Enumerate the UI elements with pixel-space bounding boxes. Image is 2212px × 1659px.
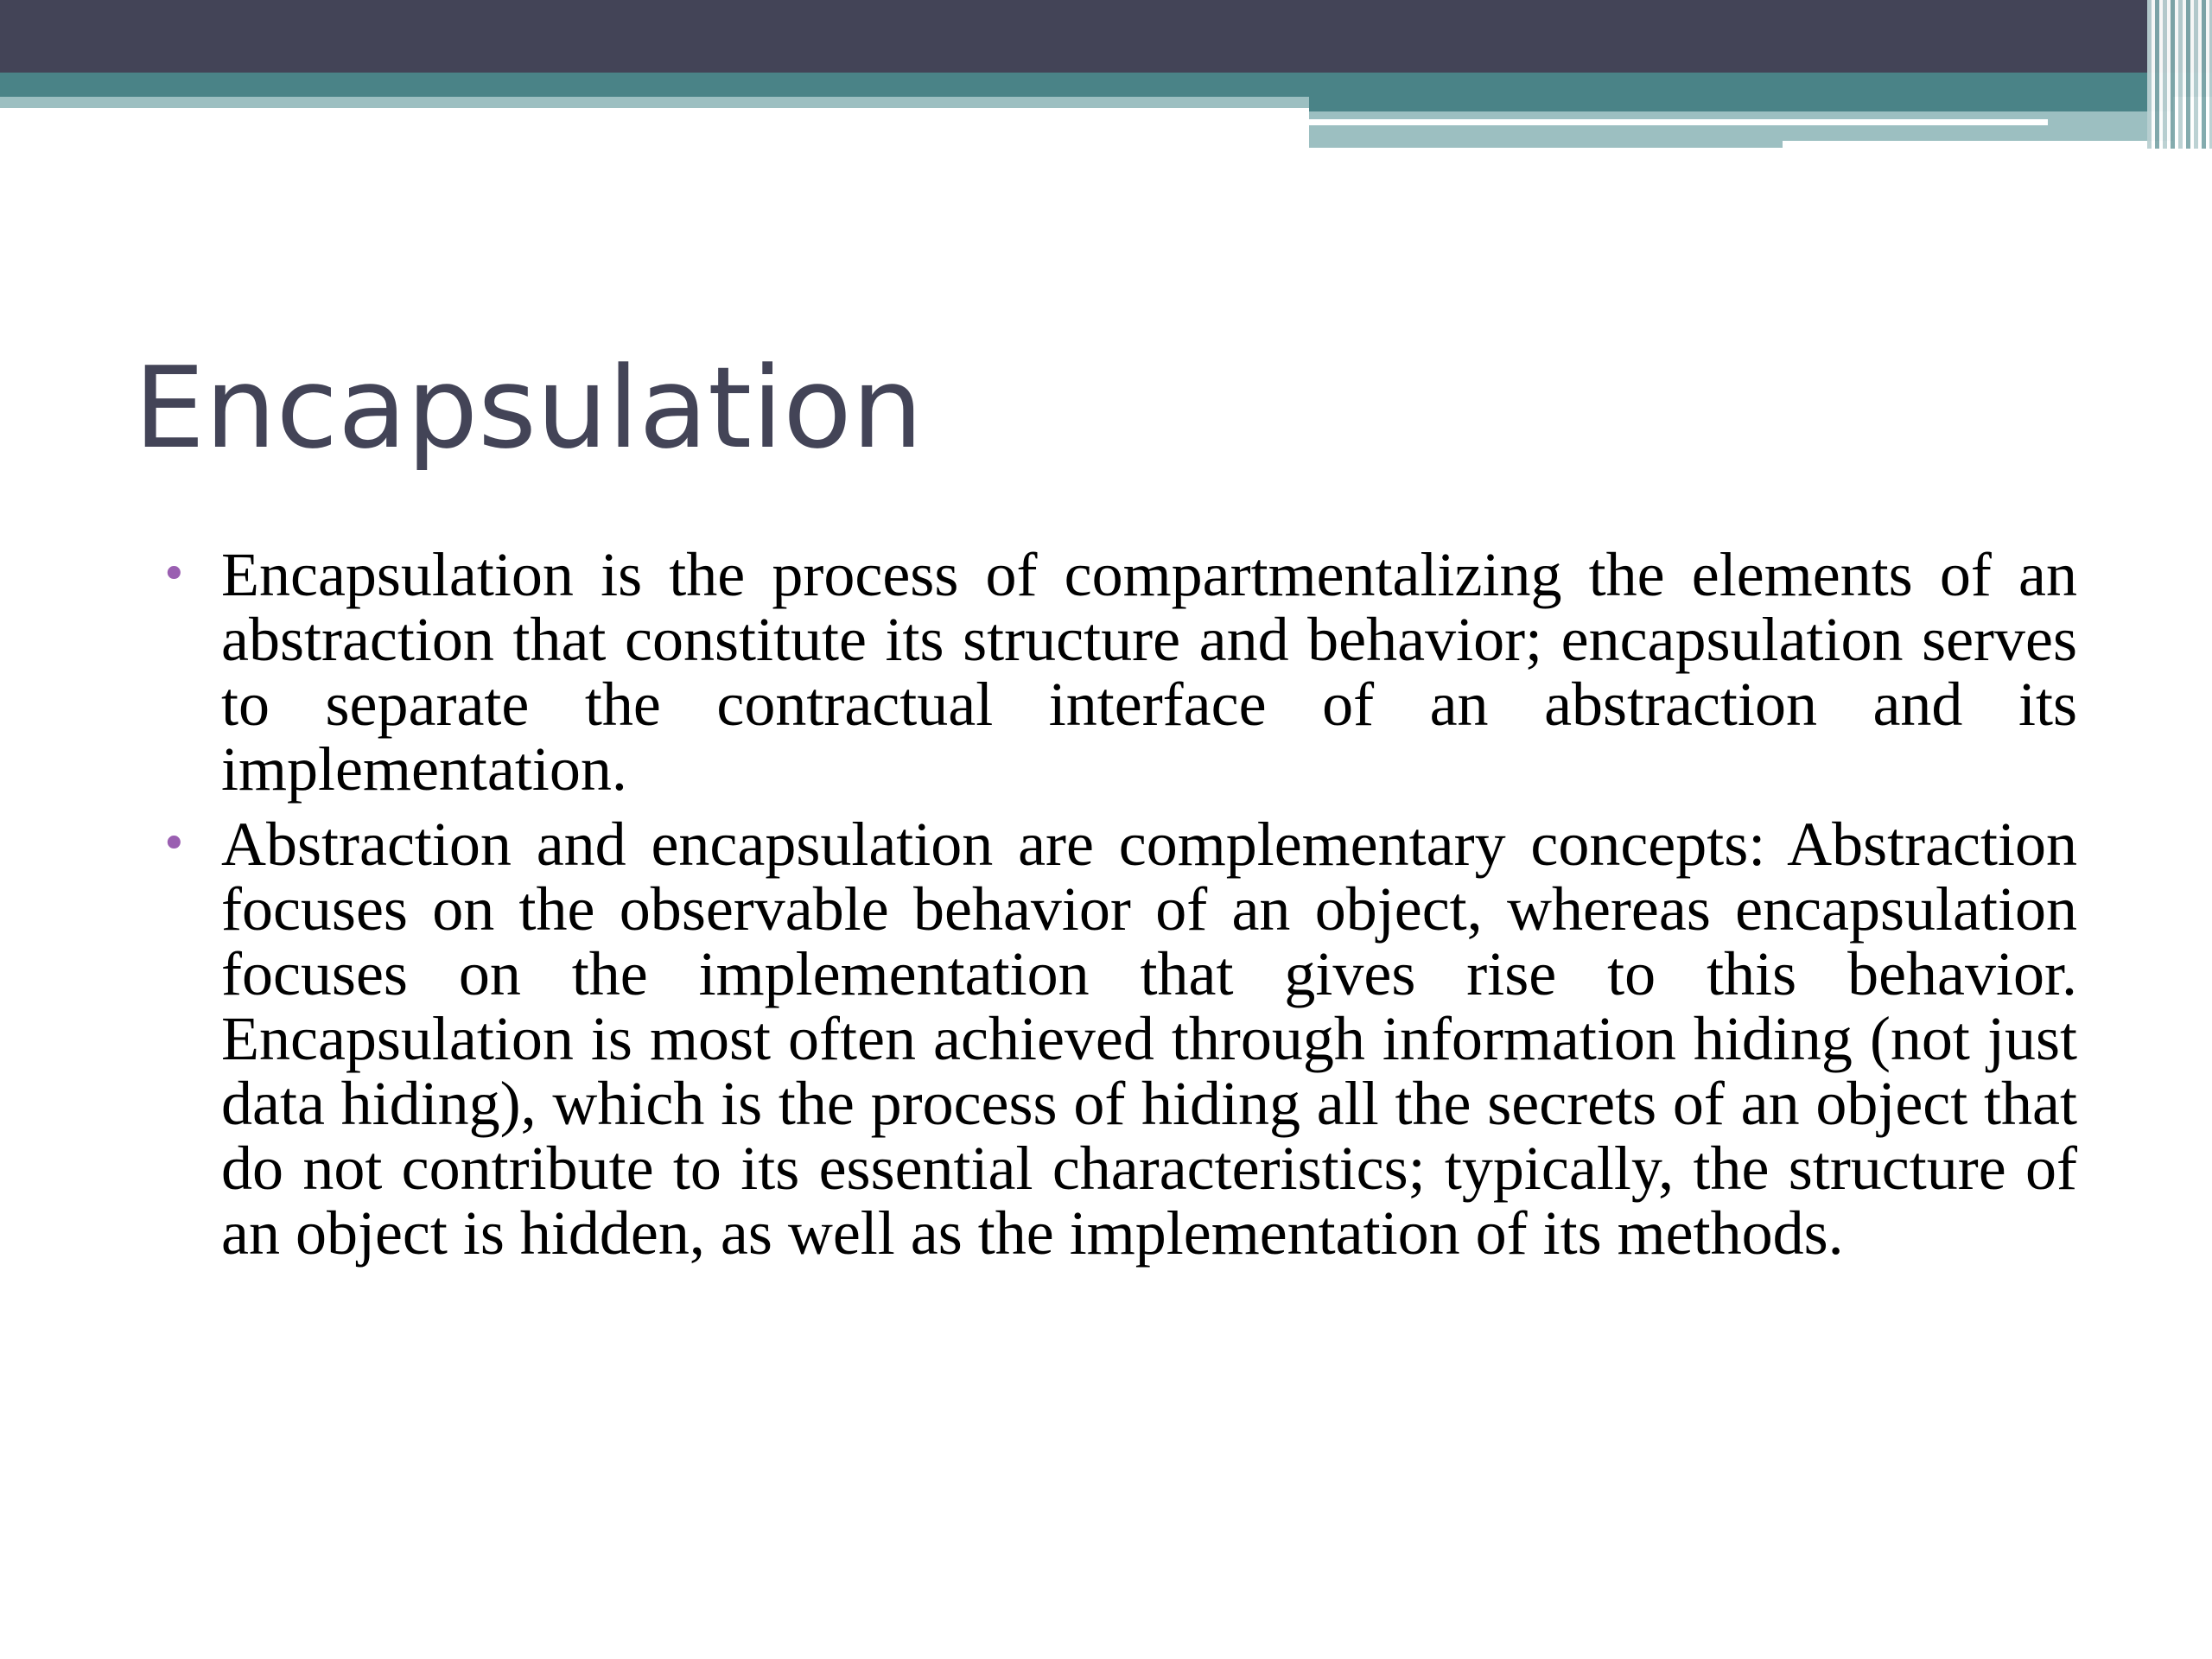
header-bar-dark — [0, 0, 2212, 73]
bullet-text-2: Abstraction and encapsulation are complementary concepts: Abstraction focuses on the observable behavior of an object, whereas encapsulation focuses on the implementation that gives rise to this behavior. Encapsulation is most often achieved through information hiding (not just data hiding), which is the process of hiding all the secrets of an object that do not contribute to its essential characteristics; typically, the structure of an object is hidden, as well as the implementation of its methods. — [221, 810, 2077, 1268]
header-bar-teal — [0, 73, 2212, 97]
header-accent-line-lower — [1783, 141, 2173, 148]
header-accent-line — [1309, 119, 2048, 125]
slide-title: Encapsulation — [134, 342, 924, 474]
header-bar-teal-light — [0, 97, 1309, 108]
bullet-text-1: Encapsulation is the process of compartmentalizing the elements of an abstraction that constitute its structure and behavior; encapsulation serves to separate the contractual interface of an abstraction and its implementation. — [221, 540, 2077, 804]
bullet-marker-icon: • — [161, 549, 188, 601]
header-accent-band — [1309, 97, 2173, 111]
bullet-item-2 — [161, 810, 2077, 1268]
bullet-list — [161, 540, 2077, 1276]
header-stripes-decoration — [2147, 0, 2212, 149]
bullet-marker-icon: • — [161, 818, 188, 870]
bullet-item-1 — [161, 540, 2077, 804]
